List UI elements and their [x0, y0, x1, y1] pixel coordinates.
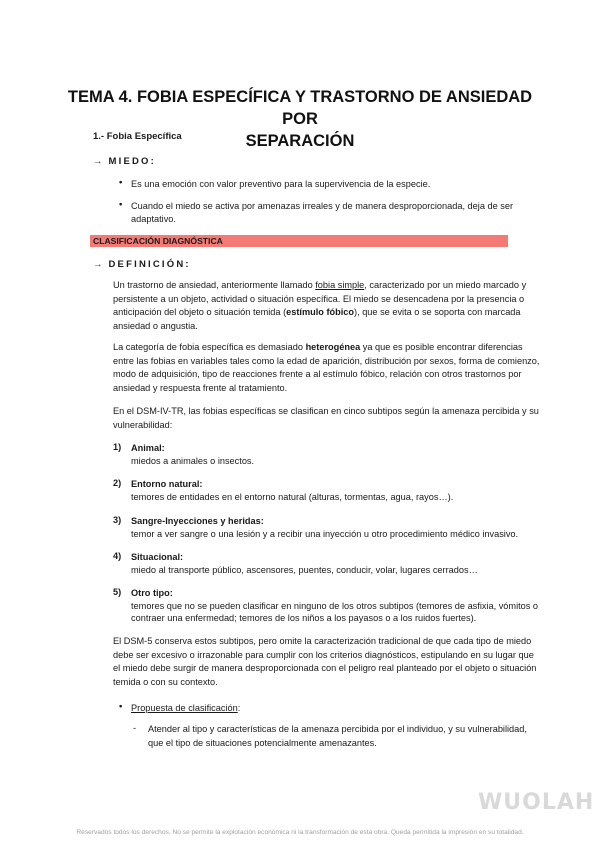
dsm5-paragraph: El DSM-5 conserva estos subtipos, pero omite la caracterización tradicional de que cada tipo de miedo debe ser excesivo o irrazonable para cumplir con los criterios diagnósticos, estipulando en su lugar que el miedo debe surgir de manera desproporcionada con el peligro real planteado por el objeto o situación temida o con su contexto. — [113, 636, 537, 687]
band-label: CLASIFICACIÓN DIAGNÓSTICA — [93, 236, 223, 246]
subtype-item — [131, 515, 543, 540]
section-band — [90, 235, 508, 247]
definicion-paragraph-1 — [113, 279, 543, 333]
dash-icon: - — [133, 723, 137, 733]
subtype-number: 3) — [113, 515, 122, 525]
bullet-icon: • — [119, 177, 123, 188]
p1-text-b: , caracterizado por un miedo marcado y persistente a un objeto, actividad o situación específica. El miedo se desencadena por la presencia o anticipación del objeto o situación temida ( — [113, 280, 527, 317]
p1-underlined: fobia simple — [315, 280, 365, 290]
subtype-number: 1) — [113, 442, 122, 452]
title-line-1: TEMA 4. FOBIA ESPECÍFICA Y TRASTORNO DE ANSIEDAD POR — [67, 88, 533, 128]
p2-text-b: ya que es posible encontrar diferencias entre las fobias en variables tales como la edad de aparición, distribución por sexos, forma de comienzo, modo de adquisición, tipo de reacciones frente a al estímulo fóbico, relación con otros trastornos por ansiedad y respuesta frente al tratamiento. — [113, 342, 540, 393]
document-title — [60, 86, 540, 152]
subtype-title: Situacional: — [131, 552, 184, 562]
subtype-title: Sangre-Inyecciones y heridas: — [131, 516, 264, 526]
p1-text-a: Un trastorno de ansiedad, anteriormente llamado — [113, 280, 316, 290]
subtype-item — [131, 587, 543, 625]
subtype-desc: temor a ver sangre o una lesión y a recibir una inyección u otro procedimiento médico invasivo. — [131, 528, 519, 539]
wuolah-watermark-logo: WUOLAH — [478, 790, 595, 815]
p2-bold: heterogénea — [305, 342, 361, 352]
p2-text-a: La categoría de fobia específica es demasiado — [113, 342, 306, 352]
miedo-heading-text: MIEDO: — [108, 156, 157, 167]
p1-bold: estímulo fóbico — [286, 307, 355, 317]
copyright-footer: Reservados todos los derechos. No se permite la explotación económica ni la transformación de esta obra. Queda permitida la impresión en su totalidad. — [76, 829, 524, 836]
arrow-icon: → — [93, 259, 103, 270]
subtype-item — [131, 442, 543, 467]
miedo-bullet-1: Es una emoción con valor preventivo para la supervivencia de la especie. — [131, 179, 431, 189]
bullet-icon: • — [119, 701, 123, 712]
subtype-number: 4) — [113, 551, 122, 561]
subtype-desc: temores de entidades en el entorno natural (alturas, tormentas, agua, rayos…). — [131, 491, 454, 502]
subtype-item — [131, 551, 543, 576]
miedo-heading — [93, 156, 156, 167]
subtype-title: Entorno natural: — [131, 479, 203, 489]
bullet-icon: • — [119, 199, 123, 210]
propuesta-heading — [131, 702, 531, 715]
propuesta-colon: : — [237, 703, 241, 713]
subtype-item — [131, 478, 543, 503]
propuesta-item: Atender al tipo y características de la amenaza percibida por el individuo, y su vulnerabilidad, que el tipo de situaciones potencialmente amenazantes. — [148, 724, 527, 748]
definicion-heading-text: DEFINICIÓN: — [108, 259, 191, 270]
subtype-desc: miedos a animales o insectos. — [131, 455, 255, 466]
p1-text-c: ), que se evita o se soporta con marcada ansiedad o angustia. — [113, 307, 521, 331]
subtype-title: Otro tipo: — [131, 588, 173, 598]
title-line-2: SEPARACIÓN — [245, 132, 355, 150]
miedo-bullet-2: Cuando el miedo se activa por amenazas irreales y de manera desproporcionada, deja de ser adaptativo. — [131, 201, 514, 224]
subtype-desc: temores que no se pueden clasificar en ninguno de los otros subtipos (temores de asfixia, vómitos o contraer una enfermedad; temores de los niños a los payasos o a los ruidos fuertes). — [131, 600, 539, 623]
subtype-desc: miedo al transporte público, ascensores, puentes, conducir, volar, lugares cerrados… — [131, 564, 478, 575]
definicion-heading — [93, 259, 191, 270]
subtype-number: 2) — [113, 478, 122, 488]
propuesta-label: Propuesta de clasificación — [131, 703, 238, 713]
section-subtitle: 1.- Fobia Específica — [93, 131, 182, 142]
arrow-icon: → — [93, 156, 103, 167]
subtype-title: Animal: — [131, 443, 165, 453]
subtype-number: 5) — [113, 587, 122, 597]
definicion-paragraph-2 — [113, 341, 543, 395]
definicion-paragraph-3: En el DSM-IV-TR, las fobias específicas se clasifican en cinco subtipos según la amenaza percibida y su vulnerabilidad: — [113, 406, 539, 430]
